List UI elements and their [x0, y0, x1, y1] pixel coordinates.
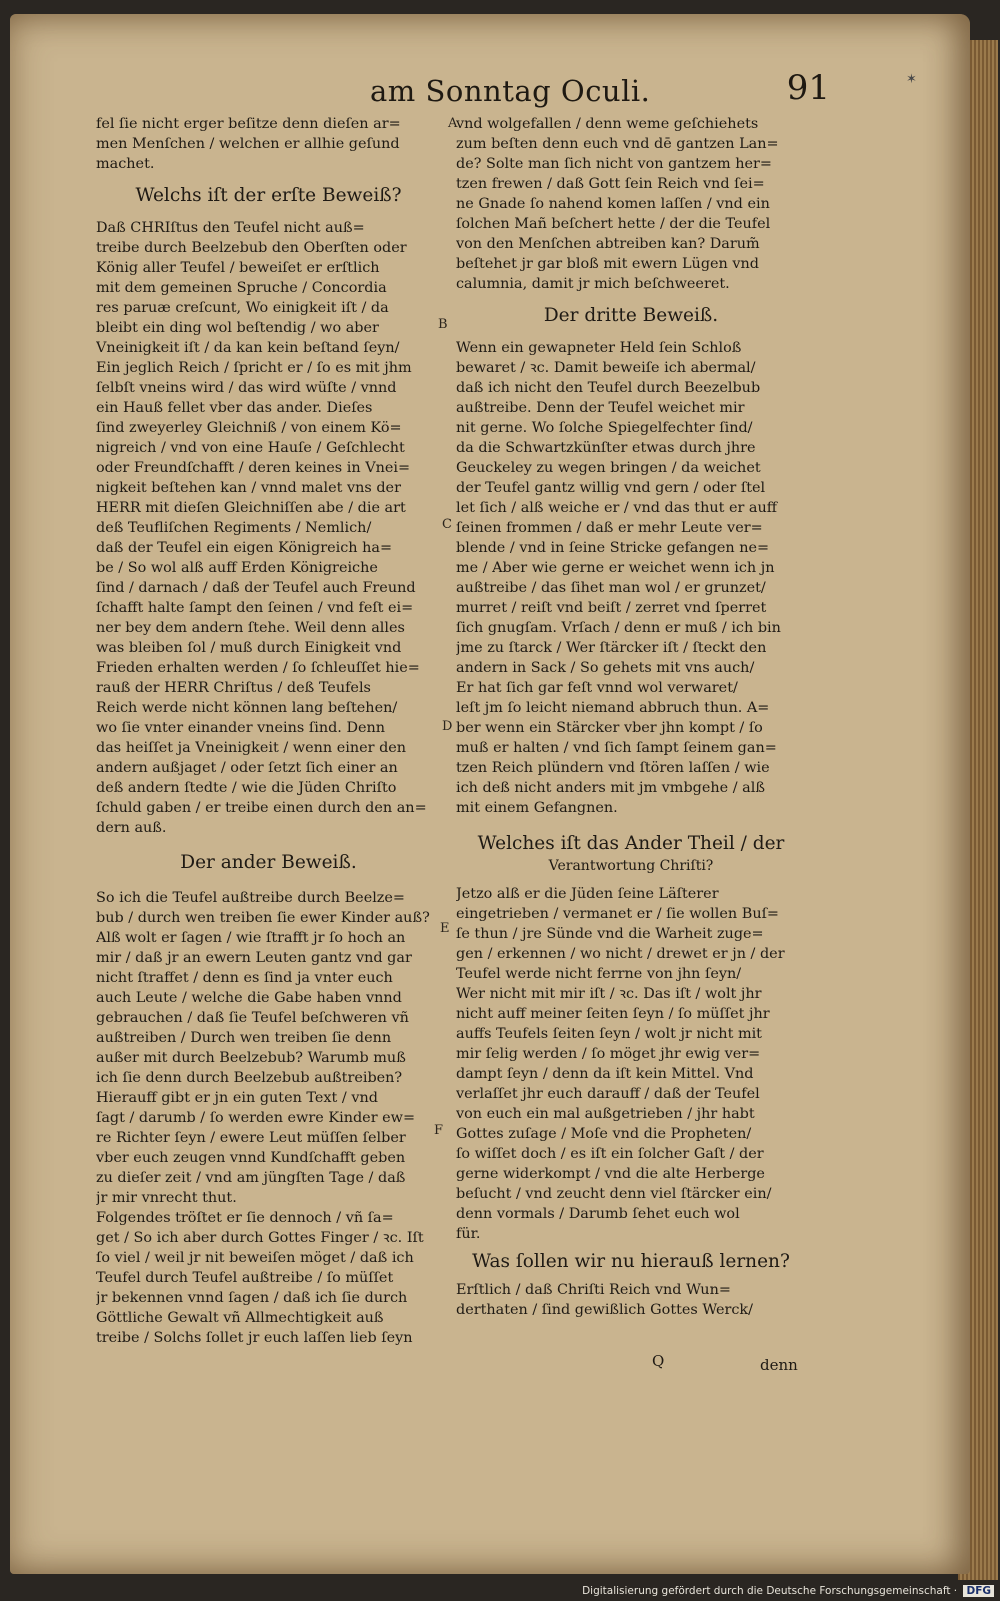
- text-line: jr mir vnrecht thut.: [96, 1190, 237, 1206]
- margin-marker: B: [438, 317, 448, 332]
- text-line: dern auß.: [96, 820, 167, 836]
- section-heading: Welchs iſt der erſte Beweiß?: [135, 185, 402, 206]
- text-line: ſchuld gaben / er treibe einen durch den an=: [96, 800, 427, 816]
- text-line: Vneinigkeit iſt / da kan kein beſtand ſeyn/: [96, 340, 400, 356]
- text-line: tzen frewen / daß Gott ſein Reich vnd ſei=: [456, 176, 765, 192]
- text-line: be / So wol alß auff Erden Königreiche: [96, 560, 378, 576]
- text-line: Hierauff gibt er jn ein guten Text / vnd: [96, 1090, 378, 1106]
- text-line: treibe durch Beelzebub den Oberſten oder: [96, 240, 407, 256]
- text-line: bewaret / ꝛc. Damit beweiſe ich abermal/: [456, 360, 756, 376]
- right-block-3: [456, 884, 806, 1244]
- text-line: ſo wiſſet doch / es iſt ein ſolcher Gaſt / der: [456, 1146, 764, 1162]
- text-line: ſe thun / jre Sünde vnd die Warheit zuge=: [456, 926, 764, 942]
- text-line: wo ſie vnter einander vneins ſind. Denn: [96, 720, 386, 736]
- text-line: nicht auff meiner ſeiten ſeyn / ſo müſſet jhr: [456, 1006, 770, 1022]
- left-column: [96, 114, 444, 1348]
- text-line: Erſtlich / daß Chriſti Reich vnd Wun=: [456, 1282, 731, 1298]
- text-line: bub / durch wen treiben ſie ewer Kinder auß?: [96, 910, 430, 926]
- text-line: ſchafft halte ſampt den ſeinen / vnd feſt ei=: [96, 600, 414, 616]
- page-number: 91: [786, 68, 830, 108]
- catchword: denn: [760, 1356, 798, 1374]
- text-line: ſich gnugſam. Vrſach / denn er muß / ich bin: [456, 620, 781, 636]
- text-line: oder Freundſchafft / deren keines in Vnei=: [96, 460, 411, 476]
- text-line: men Menſchen / welchen er allhie geſund: [96, 136, 400, 152]
- text-line: Folgendes tröſtet er ſie dennoch / vñ ſa=: [96, 1210, 394, 1226]
- left-block-3: [96, 888, 444, 1348]
- signature-mark: Q: [652, 1352, 665, 1370]
- text-line: zu dieſer zeit / vnd am jüngſten Tage / daß: [96, 1170, 406, 1186]
- text-line: re Richter ſeyn / ewere Leut müſſen ſelber: [96, 1130, 406, 1146]
- text-line: beſucht / vnd zeucht denn viel ſtärcker ein/: [456, 1186, 772, 1202]
- text-line: denn vormals / Darumb ſehet euch wol: [456, 1206, 740, 1222]
- text-line: der Teufel gantz willig vnd gern / oder ſtel: [456, 480, 766, 496]
- section-subheading: Verantwortung Chriſti?: [548, 858, 714, 874]
- text-line: nicht ſtraffet / denn es ſind ja vnter euch: [96, 970, 393, 986]
- text-line: muß er halten / vnd ſich ſampt ſeinem gan=: [456, 740, 777, 756]
- text-line: ſind zweyerley Gleichniß / von einem Kö=: [96, 420, 402, 436]
- text-line: Wenn ein gewapneter Held ſein Schloß: [456, 340, 742, 356]
- text-line: ein Hauß fellet vber das ander. Dieſes: [96, 400, 373, 416]
- text-line: mit einem Gefangnen.: [456, 800, 618, 816]
- text-line: me / Aber wie gerne er weichet wenn ich jn: [456, 560, 775, 576]
- dfg-logo: DFG: [963, 1585, 994, 1597]
- text-line: Gottes zuſage / Moſe vnd die Propheten/: [456, 1126, 752, 1142]
- text-line: außtreibe / das ſihet man wol / er grunzet/: [456, 580, 766, 596]
- text-line: res paruæ creſcunt, Wo einigkeit iſt / da: [96, 300, 389, 316]
- text-line: nit gerne. Wo ſolche Spiegelfechter ſind/: [456, 420, 753, 436]
- text-line: ſolchen Mañ beſchert hette / der die Teufel: [456, 216, 771, 232]
- text-line: deß Teufliſchen Regiments / Nemlich/: [96, 520, 372, 536]
- margin-marker: D: [442, 719, 453, 734]
- text-line: was bleiben ſol / muß durch Einigkeit vnd: [96, 640, 402, 656]
- section-heading: Der dritte Beweiß.: [543, 305, 719, 326]
- text-line: beſtehet jr gar bloß mit ewern Lügen vnd: [456, 256, 760, 272]
- text-line: von den Menſchen abtreiben kan? Darum̃: [456, 236, 760, 252]
- text-line: ſind / darnach / daß der Teufel auch Freund: [96, 580, 416, 596]
- text-line: gen / erkennen / wo nicht / drewet er jn / der: [456, 946, 785, 962]
- text-line: ſo viel / weil jr nit beweiſen möget / daß ich: [96, 1250, 414, 1266]
- text-line: Reich werde nicht können lang beſtehen/: [96, 700, 398, 716]
- text-line: ne Gnade ſo nahend komen laſſen / vnd ein: [456, 196, 770, 212]
- text-line: deß andern ſtedte / wie die Jüden Chriſto: [96, 780, 397, 796]
- section-heading: Was ſollen wir nu hierauß lernen?: [472, 1251, 790, 1272]
- left-block-2: [96, 218, 441, 838]
- text-line: da die Schwartzkünſter etwas durch jhre: [456, 440, 756, 456]
- text-line: Daß CHRIſtus den Teufel nicht auß=: [96, 220, 365, 236]
- text-line: ſelbſt vneins wird / das wird wüſte / vnnd: [96, 380, 397, 396]
- section-heading: Welches iſt das Ander Theil / der: [477, 833, 785, 854]
- text-line: verlaſſet jhr euch darauff / daß der Teufel: [456, 1086, 760, 1102]
- text-line: Wer nicht mit mir iſt / ꝛc. Das iſt / wolt jhr: [456, 986, 762, 1002]
- text-line: nigkeit beſtehen kan / vnnd malet vns der: [96, 480, 401, 496]
- text-line: Frieden erhalten werden / ſo ſchleuſſet hie=: [96, 660, 420, 676]
- text-line: Er hat ſich gar feſt vnnd wol verwaret/: [456, 680, 738, 696]
- text-line: machet.: [96, 156, 155, 172]
- text-line: Ein jeglich Reich / ſpricht er / ſo es mit jhm: [96, 360, 412, 376]
- text-line: calumnia, damit jr mich beſchweeret.: [456, 276, 730, 292]
- text-line: ich ſie denn durch Beelzebub außtreiben?: [96, 1070, 403, 1086]
- text-line: ich deß nicht anders mit jm vmbgehe / alß: [456, 780, 765, 796]
- footer-text: Digitalisierung gefördert durch die Deutsche Forschungsgemeinschaft ·: [582, 1585, 961, 1597]
- text-line: ſeinen frommen / daß er mehr Leute ver=: [456, 520, 763, 536]
- text-line: für.: [456, 1226, 481, 1242]
- text-line: Geuckeley zu wegen bringen / da weichet: [456, 460, 761, 476]
- text-line: mir / daß jr an ewern Leuten gantz vnd gar: [96, 950, 412, 966]
- text-line: ber wenn ein Stärcker vber jhn kompt / ſo: [456, 720, 763, 736]
- text-line: Alß wolt er ſagen / wie ſtrafft jr ſo hoch an: [96, 930, 406, 946]
- text-line: zum beſten denn euch vnd dē gantzen Lan=: [456, 136, 779, 152]
- text-line: fel ſie nicht erger beſitze denn dieſen ar=: [96, 116, 401, 132]
- text-line: tzen Reich plündern vnd ſtören laſſen / wie: [456, 760, 770, 776]
- text-line: Teufel durch Teufel außtreibe / ſo müſſet: [96, 1270, 394, 1286]
- text-line: daß ich nicht den Teufel durch Beezelbub: [456, 380, 761, 396]
- text-line: bleibt ein ding wol beſtendig / wo aber: [96, 320, 379, 336]
- text-line: das heiſſet ja Vneinigkeit / wenn einer den: [96, 740, 407, 756]
- text-line: de? Solte man ſich nicht von gantzem her=: [456, 156, 772, 172]
- right-block-4: [456, 1280, 806, 1320]
- section-heading: Der ander Beweiß.: [180, 852, 357, 873]
- margin-marker: F: [434, 1123, 444, 1138]
- text-line: andern außjaget / oder ſetzt ſich einer an: [96, 760, 398, 776]
- text-line: Teufel werde nicht ferrne von jhn ſeyn/: [456, 966, 742, 982]
- text-line: Jetzo alß er die Jüden ſeine Läſterer: [456, 886, 719, 902]
- text-line: nigreich / vnd von eine Hauſe / Geſchlecht: [96, 440, 405, 456]
- text-line: außtreibe. Denn der Teufel weichet mir: [456, 400, 745, 416]
- text-line: auch Leute / welche die Gabe haben vnnd: [96, 990, 402, 1006]
- text-line: ner bey dem andern ſtehe. Weil denn alles: [96, 620, 405, 636]
- text-line: derthaten / ſind gewißlich Gottes Werck/: [456, 1302, 753, 1318]
- text-line: eingetrieben / vermanet er / ſie wollen Buſ=: [456, 906, 779, 922]
- right-block-1: [456, 114, 806, 294]
- margin-marker: C: [442, 517, 452, 532]
- text-line: murret / reiſt vnd beiſt / zerret vnd ſperret: [456, 600, 767, 616]
- text-line: Göttliche Gewalt vñ Allmechtigkeit auß: [96, 1310, 384, 1326]
- text-line: außtreiben / Durch wen treiben ſie denn: [96, 1030, 392, 1046]
- text-line: rauß der HERR Chriſtus / deß Teufels: [96, 680, 371, 696]
- text-line: vber euch zeugen vnnd Kundſchafft geben: [96, 1150, 406, 1166]
- text-line: daß der Teufel ein eigen Königreich ha=: [96, 540, 393, 556]
- text-line: König aller Teufel / beweiſet er erſtlich: [96, 260, 380, 276]
- text-line: So ich die Teufel außtreibe durch Beelze=: [96, 890, 405, 906]
- text-line: get / So ich aber durch Gottes Finger / ꝛc. Iſt: [96, 1230, 424, 1246]
- text-line: treibe / Solchs ſollet jr euch laſſen lieb ſeyn: [96, 1330, 413, 1346]
- digitization-footer: [582, 1585, 994, 1597]
- text-line: gebrauchen / daß ſie Teufel beſchweren vñ: [96, 1010, 409, 1026]
- right-column: [456, 114, 806, 1320]
- text-line: leſt jm ſo leicht niemand abbruch thun. A=: [456, 700, 770, 716]
- text-line: blende / vnd in ſeine Stricke gefangen ne=: [456, 540, 770, 556]
- text-line: andern in Sack / So gehets mit vns auch/: [456, 660, 755, 676]
- text-line: mir ſelig werden / ſo möget jhr ewig ver=: [456, 1046, 761, 1062]
- header-title: am Sonntag Oculi.: [370, 74, 651, 108]
- right-block-2: [456, 338, 806, 818]
- text-line: auffs Teufels ſeiten ſeyn / wolt jr nicht mit: [456, 1026, 762, 1042]
- text-line: gerne widerkompt / vnd die alte Herberge: [456, 1166, 765, 1182]
- left-block-1: [96, 114, 441, 174]
- text-line: HERR mit dieſen Gleichniſſen abe / die art: [96, 500, 406, 516]
- text-line: mit dem gemeinen Spruche / Concordia: [96, 280, 387, 296]
- text-line: von euch ein mal außgetrieben / jhr habt: [456, 1106, 755, 1122]
- text-line: außer mit durch Beelzebub? Warumb muß: [96, 1050, 406, 1066]
- text-line: jme zu ſtarck / Wer ſtärcker iſt / ſteckt den: [456, 640, 767, 656]
- text-line: dampt ſeyn / denn da iſt kein Mittel. Vnd: [456, 1066, 754, 1082]
- text-line: let ſich / alß weiche er / vnd das thut er auff: [456, 500, 777, 516]
- text-line: vnd wolgefallen / denn weme geſchiehets: [456, 116, 759, 132]
- text-line: jr bekennen vnnd ſagen / daß ich ſie durch: [96, 1290, 408, 1306]
- ink-mark-icon: ✶: [906, 72, 917, 87]
- text-line: ſagt / darumb / ſo werden ewre Kinder ew=: [96, 1110, 416, 1126]
- margin-marker: A: [448, 116, 458, 131]
- margin-marker: E: [440, 921, 450, 936]
